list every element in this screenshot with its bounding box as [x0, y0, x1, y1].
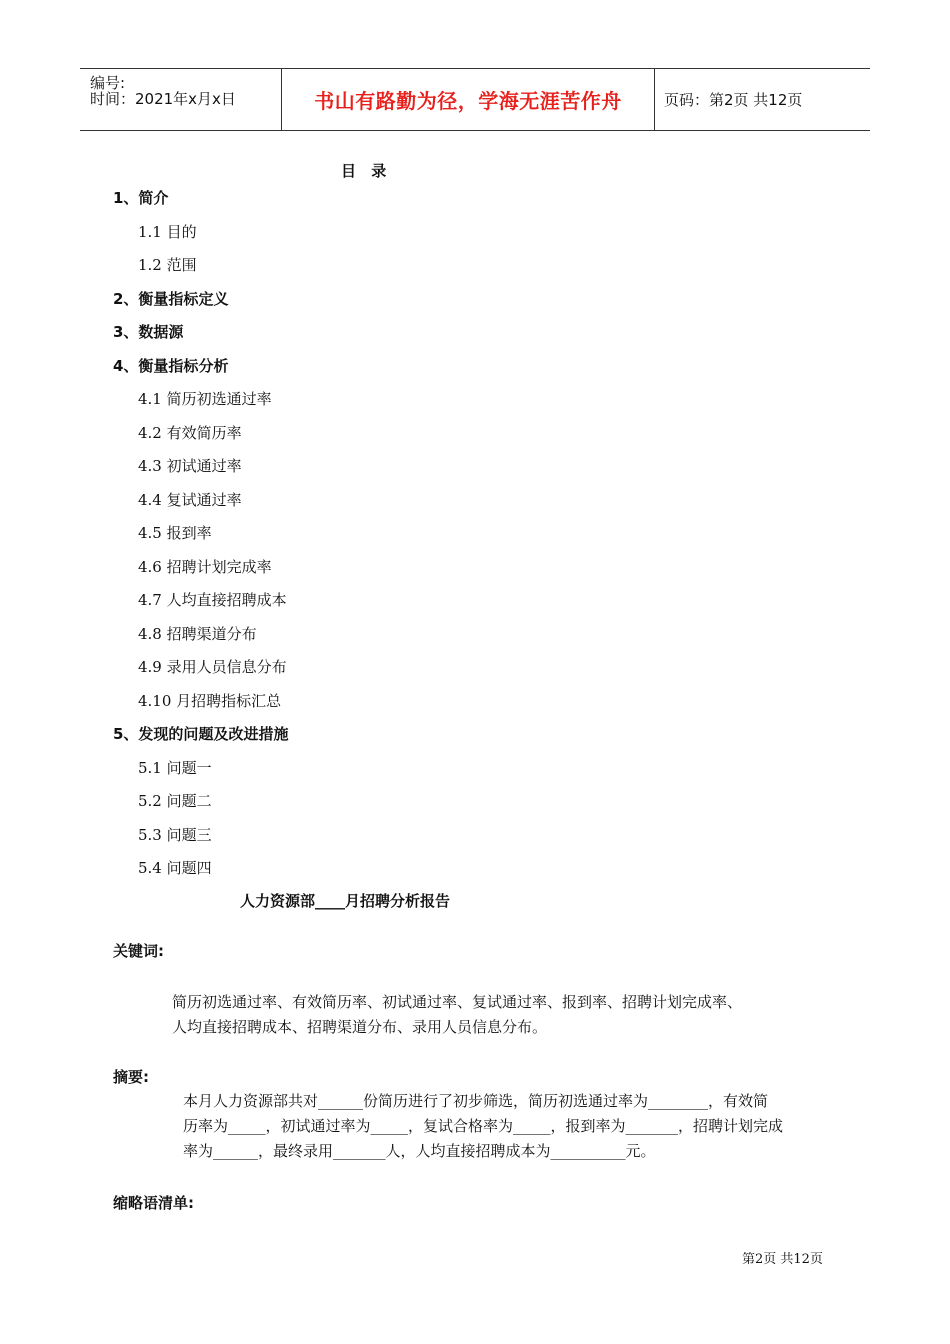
document-time-label: 时间：2021年x月x日 [90, 90, 236, 108]
keywords-line: 人均直接招聘成本、招聘渠道分布、录用人员信息分布。 [172, 1018, 548, 1036]
toc-subsection-item: 5.1 问题一 [138, 758, 212, 777]
toc-subsection-item: 4.10 月招聘指标汇总 [138, 691, 282, 710]
toc-subsection-item: 4.9 录用人员信息分布 [138, 658, 287, 676]
page-header [80, 68, 870, 131]
abbreviations-label: 缩略语清单: [113, 1194, 194, 1212]
header-motto-cell [282, 69, 655, 130]
toc-subsection-item: 4.1 简历初选通过率 [138, 390, 272, 408]
toc-subsection-item: 5.2 问题二 [138, 792, 212, 810]
keywords-text [172, 990, 832, 1040]
abstract-label: 摘要: [113, 1068, 149, 1086]
toc-subsection-item: 5.3 问题三 [138, 825, 212, 844]
toc-subsection-item: 4.4 复试通过率 [138, 490, 242, 509]
toc-subsection-item: 4.5 报到率 [138, 524, 212, 542]
header-page-number: 页码：第2页 共12页 [664, 91, 803, 109]
keywords-label: 关键词: [113, 942, 164, 960]
abstract-line: 率为______，最终录用_______人，人均直接招聘成本为__________元。 [183, 1142, 656, 1160]
toc-subsection-item: 4.2 有效简历率 [138, 423, 242, 442]
toc-section-item: 1、简介 [113, 189, 169, 207]
abstract-line: 历率为_____，初试通过率为_____，复试合格率为_____，报到率为_______，招聘计划完成 [183, 1117, 784, 1135]
toc-subsection-item: 4.7 人均直接招聘成本 [138, 591, 287, 609]
toc-subsection-item: 4.3 初试通过率 [138, 457, 242, 475]
header-left-cell [80, 69, 282, 130]
toc-section-item: 4、衡量指标分析 [113, 356, 229, 375]
abstract-text [183, 1089, 843, 1164]
report-title: 人力资源部____月招聘分析报告 [240, 892, 451, 910]
toc-section-item: 3、数据源 [113, 323, 184, 341]
toc-subsection-item: 4.8 招聘渠道分布 [138, 624, 257, 643]
footer-page-number: 第2页 共12页 [742, 1252, 823, 1267]
toc-subsection-item: 1.1 目的 [138, 222, 197, 241]
toc-subsection-item: 1.2 范围 [138, 256, 197, 274]
toc-section-item: 2、衡量指标定义 [113, 289, 229, 308]
abstract-line: 本月人力资源部共对______份简历进行了初步筛选，简历初选通过率为________，有效简 [183, 1092, 769, 1110]
toc-section-item: 5、发现的问题及改进措施 [113, 725, 289, 743]
document-number-label: 编号: [90, 74, 126, 92]
toc-title: 目 录 [341, 162, 387, 180]
keywords-line: 简历初选通过率、有效简历率、初试通过率、复试通过率、报到率、招聘计划完成率、 [172, 993, 743, 1011]
header-motto: 书山有路勤为径，学海无涯苦作舟 [314, 89, 622, 113]
toc-subsection-item: 4.6 招聘计划完成率 [138, 557, 272, 576]
toc-subsection-item: 5.4 问题四 [138, 859, 212, 877]
